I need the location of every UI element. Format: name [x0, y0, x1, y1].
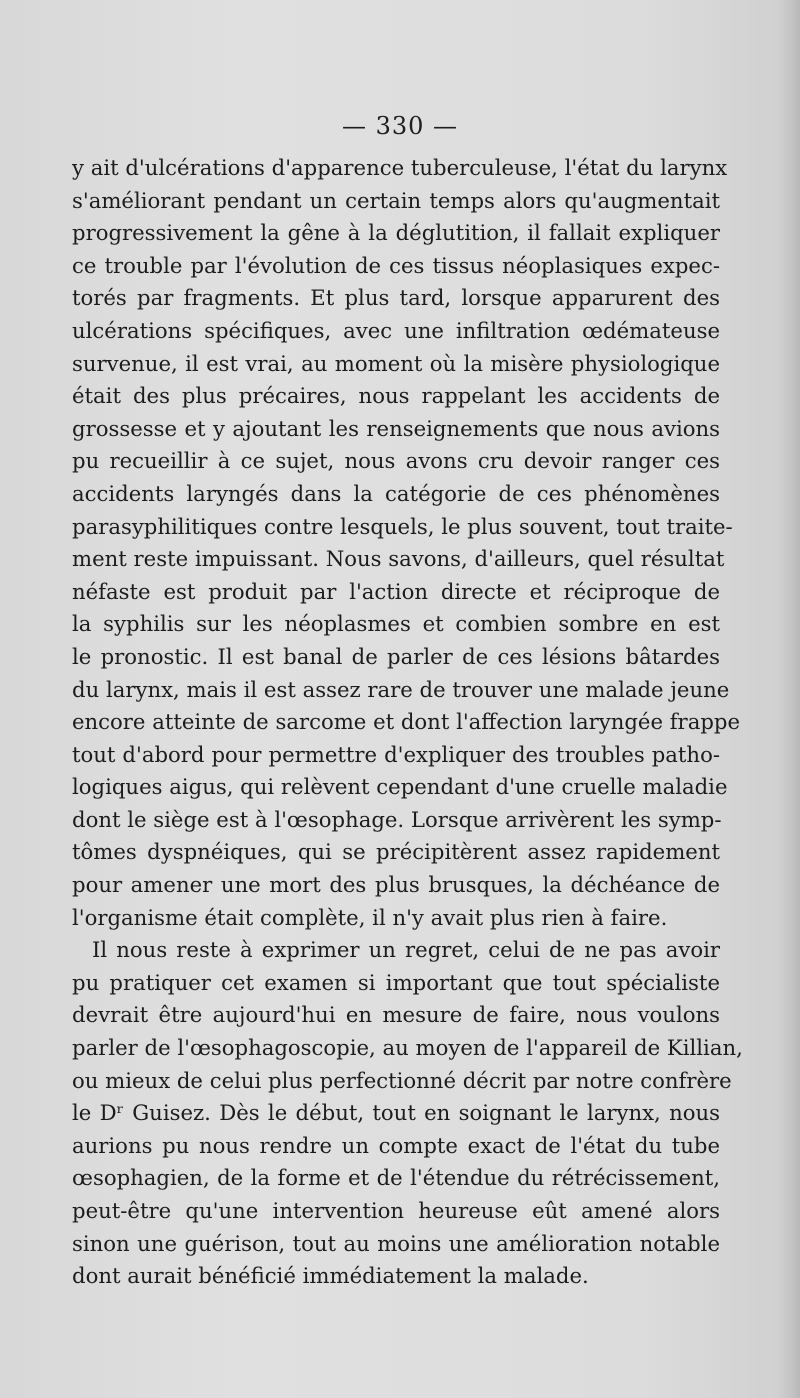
text-line: le pronostic. Il est banal de parler de ces lésions bâtardes [72, 643, 720, 669]
text-line: s'améliorant pendant un certain temps alors qu'augmentait [72, 187, 720, 213]
text-line: torés par fragments. Et plus tard, lorsque apparurent des [72, 285, 720, 311]
text-line: dont aurait bénéficié immédiatement la malade. [72, 1263, 589, 1289]
text-line: sinon une guérison, tout au moins une amélioration notable [72, 1230, 720, 1256]
text-line: encore atteinte de sarcome et dont l'affection laryngée frappe [72, 709, 740, 735]
text-line: ce trouble par l'évolution de ces tissus néoplasiques expec- [72, 252, 720, 278]
text-line: parasyphilitiques contre lesquels, le plus souvent, tout traite- [72, 513, 733, 539]
text-line: accidents laryngés dans la catégorie de ces phénomènes [72, 480, 720, 506]
text-line: ment reste impuissant. Nous savons, d'ailleurs, quel résultat [72, 546, 725, 572]
text-line: ulcérations spécifiques, avec une infiltration œdémateuse [72, 317, 720, 343]
text-line: tout d'abord pour permettre d'expliquer des troubles patho- [72, 741, 720, 767]
text-line: la syphilis sur les néoplasmes et combien sombre en est [72, 611, 720, 637]
text-line: aurions pu nous rendre un compte exact de l'état du tube [72, 1132, 720, 1158]
text-line: peut-être qu'une intervention heureuse eût amené alors [72, 1198, 720, 1223]
page-number: — 330 — [341, 112, 459, 140]
text-line: pour amener une mort des plus brusques, la déchéance de [72, 872, 720, 898]
text-line: dont le siège est à l'œsophage. Lorsque arrivèrent les symp- [72, 806, 722, 832]
text-line: Il nous reste à exprimer un regret, celui de ne pas avoir [92, 937, 720, 963]
text-line: néfaste est produit par l'action directe et réciproque de [72, 578, 720, 604]
text-line: pu recueillir à ce sujet, nous avons cru devoir ranger ces [72, 448, 720, 474]
text-line: du larynx, mais il est assez rare de trouver une malade jeune [72, 676, 730, 702]
text-line: le Dʳ Guisez. Dès le début, tout en soignant le larynx, nous [72, 1100, 720, 1126]
text-line: l'organisme était complète, il n'y avait plus rien à faire. [72, 904, 668, 930]
page-spine-shadow [778, 0, 800, 1398]
text-line: tômes dyspnéiques, qui se précipitèrent assez rapidement [72, 839, 720, 865]
body-text [72, 152, 743, 1293]
text-line: œsophagien, de la forme et de l'étendue du rétrécissement, [72, 1165, 720, 1191]
text-line: logiques aigus, qui relèvent cependant d'une cruelle maladie [72, 774, 728, 800]
text-line: était des plus précaires, nous rappelant les accidents de [72, 383, 720, 409]
text-line: progressivement la gêne à la déglutition, il fallait expliquer [72, 220, 720, 246]
text-line: y ait d'ulcérations d'apparence tuberculeuse, l'état du larynx [72, 155, 728, 180]
text-line: survenue, il est vrai, au moment où la misère physiologique [72, 350, 720, 376]
text-line: ou mieux de celui plus perfectionné décrit par notre confrère [72, 1067, 732, 1093]
text-line: grossesse et y ajoutant les renseignements que nous avions [72, 415, 720, 441]
text-line: parler de l'œsophagoscopie, au moyen de l'appareil de Killian, [72, 1035, 743, 1061]
text-line: pu pratiquer cet examen si important que tout spécialiste [72, 969, 720, 995]
text-line: devrait être aujourd'hui en mesure de faire, nous voulons [72, 1002, 720, 1028]
